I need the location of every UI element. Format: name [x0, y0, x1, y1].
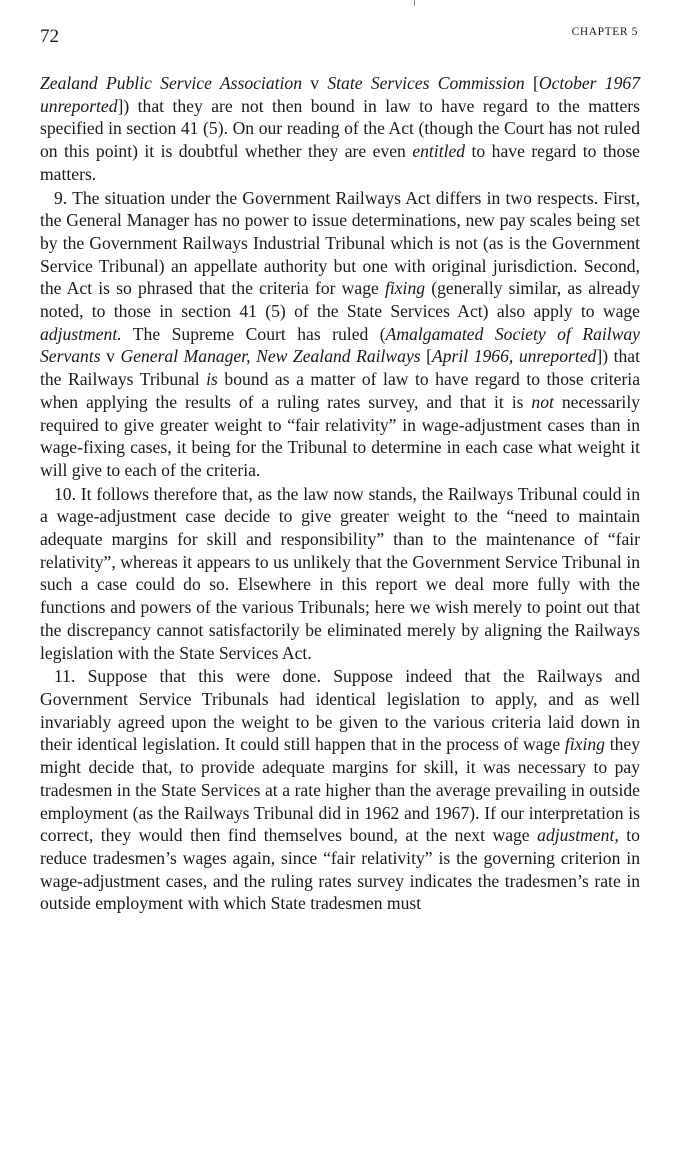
body-text	[40, 72, 640, 915]
italic-text-run: State Services Commission	[327, 73, 525, 93]
italic-text-run: October 1967 unreported	[40, 73, 640, 116]
italic-text-run: General Manager, New Zealand Railways	[120, 346, 421, 367]
italic-text-run: fixing	[564, 734, 605, 755]
text-run: v	[100, 346, 121, 367]
italic-text-run: adjustment,	[537, 825, 619, 846]
text-run: 10. It follows therefore that, as the law now stands, the Railways Tribunal could in a wage-adjustment case decide to give greater weight to the “need to maintain adequate margins for skill and responsibility” than to the maintenance of “fair relativity”, whereas it appears to us unlikely that the Government Service Tribunal in such a case could do so. Elsewhere in this report we deal more fully with the functions and powers of the various Tribunals; here we wish merely to point out that the discrepancy cannot satisfactorily be eliminated merely by aligning the Railways legislation with the State Services Act.	[40, 483, 640, 663]
text-run: (generally similar, as already noted, to those in section 41 (5) of the State Services Act) also apply to wage	[40, 278, 640, 322]
page-number: 72	[40, 26, 59, 47]
text-run: ]) that they are not then bound in law to have regard to the matters specified in section 41 (5). On our reading of the Act (though the Court has not ruled on this point) it is doubtful whether they are even	[40, 95, 640, 162]
paragraph-10	[40, 483, 640, 665]
italic-text-run: April 1966, unreported	[432, 346, 597, 367]
paragraph-9	[40, 187, 640, 482]
running-header	[40, 26, 640, 54]
text-run: to have regard to those matters.	[40, 141, 640, 184]
paragraph-continuation	[40, 72, 640, 186]
text-run: they might decide that, to provide adequate margins for skill, it was necessary to pay tradesmen in the State Services at a rate higher than the average prevailing in outside employment (as the Railways Tribunal did in 1962 and 1967). If our interpretation is correct, they would then find themselves bound, at the next wage	[40, 734, 640, 846]
italic-text-run: not	[531, 391, 554, 412]
text-run: v	[302, 73, 328, 93]
text-run: ]) that the Railways Tribunal	[40, 346, 640, 390]
scan-mark	[414, 0, 415, 6]
italic-text-run: Zealand Public Service Association	[40, 73, 302, 93]
text-run: [	[420, 346, 433, 367]
document-page	[40, 26, 640, 916]
italic-text-run: entitled	[412, 141, 466, 162]
text-run: bound as a matter of law to have regard to those criteria when applying the results of a ruling rates survey, and that it is	[40, 369, 641, 412]
italic-text-run: is	[206, 369, 218, 390]
text-run: to reduce tradesmen’s wages again, since “fair relativity” is the governing criterion in wage-adjustment cases, and the ruling rates survey indicates the tradesmen’s rate in outside employment with which State tradesmen must	[40, 825, 640, 914]
italic-text-run: adjustment.	[40, 323, 122, 344]
italic-text-run: fixing	[384, 278, 426, 299]
chapter-label: CHAPTER 5	[571, 26, 638, 38]
text-run: [	[524, 73, 539, 93]
text-run: 11. Suppose that this were done. Suppose indeed that the Railways and Government Service Tribunals had identical legislation to apply, and as well invariably agreed upon the weight to be given to the various criteria laid down in their identical legislation. It could still happen that in the process of wage	[40, 666, 640, 755]
text-run: necessarily required to give greater weight to “fair relativity” in wage-adjustment cases than in wage-fixing cases, it being for the Tribunal to determine in each case what weight it will give to each of the criteria.	[40, 391, 640, 480]
text-run: 9. The situation under the Government Railways Act differs in two respects. First, the General Manager has no power to issue determinations, new pay scales being set by the Government Railways Industrial Tribunal which is not (as is the Government Service Tribunal) an appellate authority but one with original jurisdiction. Second, the Act is so phrased that the criteria for wage	[40, 187, 640, 299]
text-run: The Supreme Court has ruled (	[121, 323, 386, 344]
italic-text-run: Amalgamated Society of Railway Servants	[40, 323, 640, 367]
paragraph-11	[40, 665, 640, 915]
